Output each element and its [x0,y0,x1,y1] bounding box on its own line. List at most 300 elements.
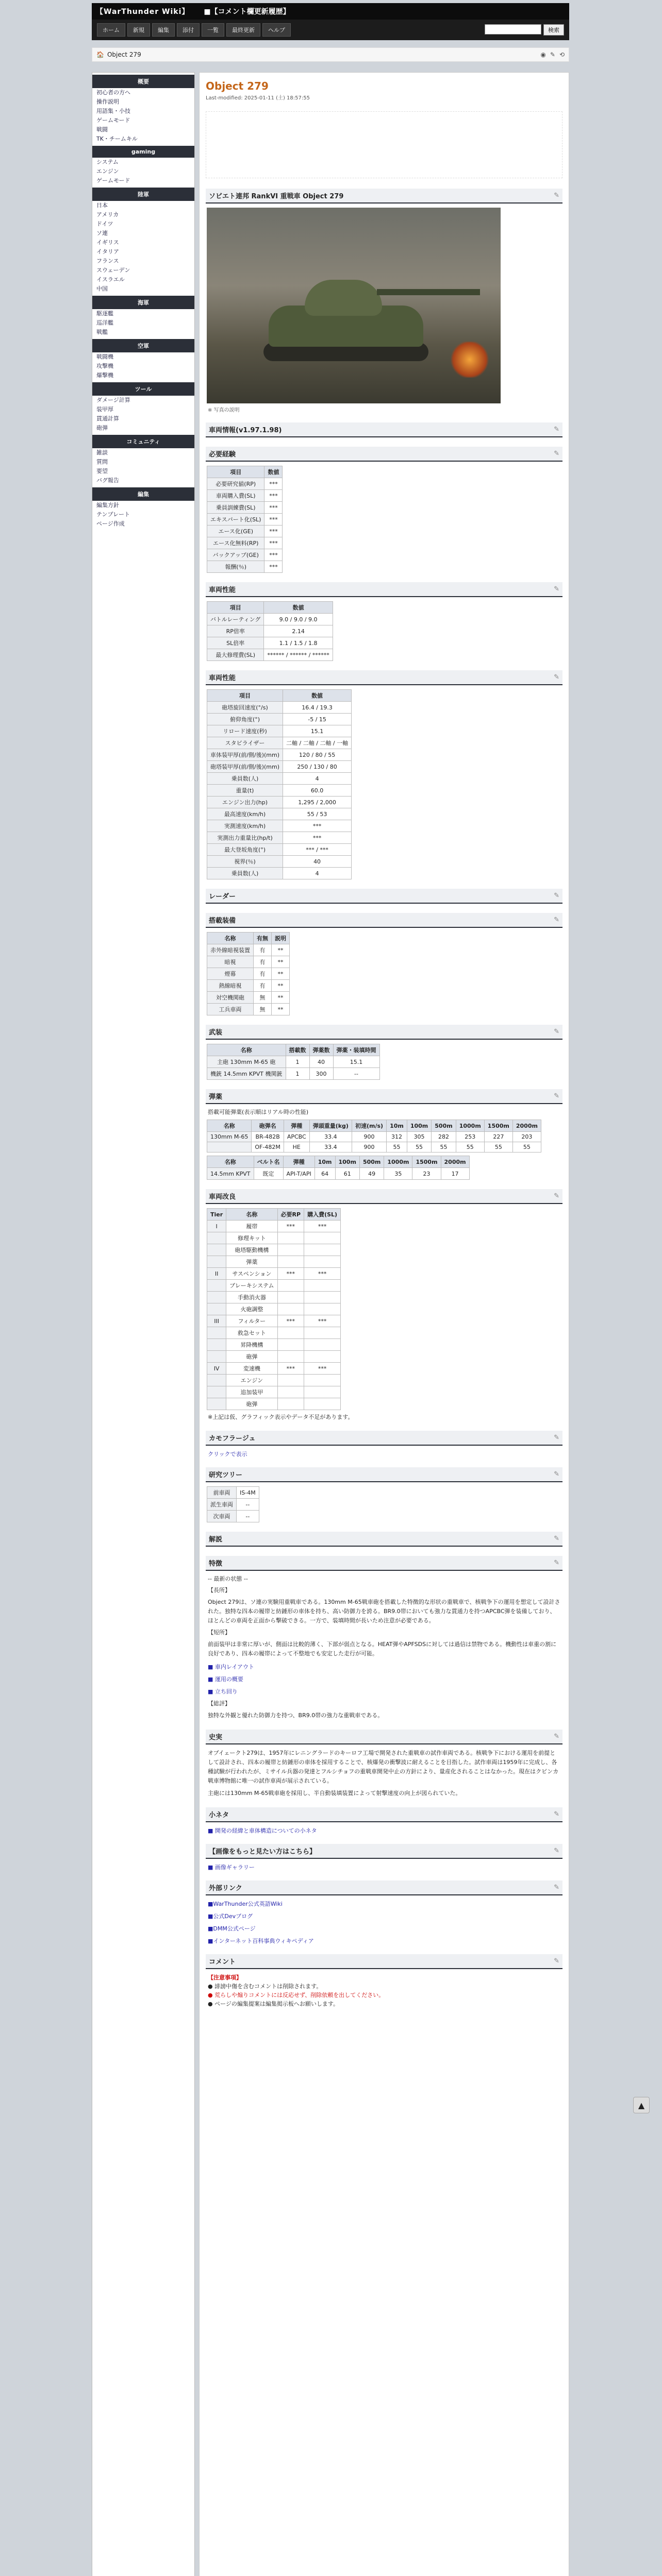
table-cell [207,1339,226,1351]
menu-item[interactable]: 雑談 [96,449,108,456]
table-cell: 15.1 [283,725,352,737]
table-header: 10m [387,1120,407,1132]
table-cell: 主砲 130mm M-65 砲 [207,1056,286,1068]
table-cell: 1 [286,1056,309,1068]
table-cell: 250 / 130 / 80 [283,761,352,773]
table-row [207,549,283,561]
table-cell: -- [237,1499,259,1511]
table-cell: エース化(GE) [207,526,264,537]
edit-icon[interactable]: ✎ [554,1092,559,1100]
menu-item[interactable]: ゲームモード [96,117,130,124]
site-header [92,3,569,20]
table-row [207,561,283,573]
menu-item[interactable]: 初心者の方へ [96,89,130,96]
menu-item[interactable]: テンプレート [96,511,130,518]
menu-heading: 陸軍 [92,188,194,201]
table-cell: *** [304,1363,341,1375]
menu-item[interactable]: アメリカ [96,211,119,218]
ad-area [206,111,562,178]
menu-item[interactable]: 要望 [96,468,108,474]
table-cell: 23 [412,1168,441,1180]
table-header: 100m [335,1156,359,1168]
table-header: 弾頭重量(kg) [309,1120,352,1132]
table-row [207,844,352,856]
menu-item[interactable]: 駆逐艦 [96,310,113,317]
table-cell: 40 [283,856,352,868]
table-cell: 1 [286,1068,309,1080]
table-header: ベルト名 [254,1156,283,1168]
table-header: 購入費(SL) [304,1209,341,1221]
table-belt [207,1156,470,1180]
breadcrumb [92,47,569,62]
comment-notice [208,1973,560,2008]
table-cell: 253 [456,1132,484,1142]
link-dmm[interactable]: ■DMM公式ページ [208,1925,256,1932]
table-row [207,944,290,956]
edit-icon[interactable]: ✎ [554,1559,559,1567]
table-cell: 俯仰角度(°) [207,714,283,725]
table-cell [304,1386,341,1398]
toggle-tactics[interactable]: ■ 立ち回り [208,1688,238,1695]
table-header: 1000m [456,1120,484,1132]
table-cell: 火砲調整 [226,1303,277,1315]
table-row [207,1068,380,1080]
table-cell: 工兵車両 [207,1004,254,1015]
table-cell: 煙幕 [207,968,254,980]
table-cell: 有 [254,968,272,980]
edit-icon[interactable]: ✎ [550,51,555,58]
table-cell: ** [272,1004,290,1015]
table-cell: ** [272,992,290,1004]
menu-item[interactable]: 巡洋艦 [96,319,113,326]
table-cell: 900 [352,1142,386,1153]
table-cell: 203 [512,1132,541,1142]
camo-toggle[interactable]: クリックで表示 [208,1451,247,1458]
table-cell: 55 [484,1142,512,1153]
table-cell: ブレーキシステム [226,1280,277,1292]
table-row [207,1221,341,1232]
table-cell: ** [272,968,290,980]
scroll-top-icon[interactable]: ▲ [633,2097,650,2113]
table-cell: 重量(t) [207,785,283,796]
table-cell: *** / *** [283,844,352,856]
edit-icon[interactable]: ✎ [554,1434,559,1442]
table-header: 説明 [272,933,290,944]
table-cell: 120 / 80 / 55 [283,749,352,761]
menu-item[interactable]: 装甲厚 [96,406,113,413]
table-row [207,956,290,968]
menu-item[interactable]: イギリス [96,239,119,246]
nav-help[interactable]: ヘルプ [262,23,291,37]
table-row [207,1386,341,1398]
table-cell: 305 [407,1132,431,1142]
table-cell: 弾薬 [226,1256,277,1268]
table-cell: 312 [387,1132,407,1142]
table-cell: 既定 [254,1168,283,1180]
table-cell: 15.1 [333,1056,379,1068]
table-cell: 変速機 [226,1363,277,1375]
table-header: 有無 [254,933,272,944]
menu-item[interactable]: 攻撃機 [96,363,113,369]
table-header: 名称 [226,1209,277,1221]
link-dev[interactable]: ■公式Devブログ [208,1913,253,1920]
menu-item[interactable]: ドイツ [96,221,113,227]
table-cell: -- [237,1511,259,1522]
table-cell: -5 / 15 [283,714,352,725]
table-cell: 視界(％) [207,856,283,868]
page-title: Object 279 [206,80,269,92]
table-cell: OF-482M [252,1142,284,1153]
table-cell: ****** / ****** / ****** [264,649,333,661]
table-cell: 修理キット [226,1232,277,1244]
table-cell: -- [333,1068,379,1080]
table-cell: フィルター [226,1315,277,1327]
edit-icon[interactable]: ✎ [554,1470,559,1478]
table-cell: 55 [432,1142,456,1153]
table-cell [304,1244,341,1256]
table-cell: バックアップ(GE) [207,549,264,561]
table-cell: API-T/API [283,1168,315,1180]
menu-item[interactable]: 中国 [96,285,108,292]
table-cell: 砲塔旋回速度(°/s) [207,702,283,714]
table-cell: エンジン出力(hp) [207,796,283,808]
site-subtitle[interactable]: ■【コメント欄更新履歴】 [204,8,290,16]
table-cell: スタビライザー [207,737,283,749]
site-logo[interactable]: 【WarThunder Wiki】 [96,8,190,16]
edit-icon[interactable]: ✎ [554,916,559,924]
table-cell: 機銃 14.5mm KPVT 機関銃 [207,1068,286,1080]
table-cell [277,1386,304,1398]
upgrade-note: ※上記は仮、グラフィック表示やデータ不足があります。 [208,1414,354,1420]
menu-heading: コミュニティ [92,435,194,448]
menu-item[interactable]: ページ作成 [96,520,125,527]
table-row [207,702,352,714]
table-cell: 40 [309,1056,333,1068]
table-cell: 砲弾 [226,1398,277,1410]
table-row [207,749,352,761]
table-header: 搭載数 [286,1044,309,1056]
table-row [207,537,283,549]
history-text: オブイェークト279は、1957年にレニングラードのキーロフ工場で開発された重戦車の試作車両である。核戦争下における運用を前提として設計され、四本の履帯と紡錘形の車体を採用することで、核爆発の衝撃波に耐えることを目指した。試作車両は1959年に完成し、各種試験が行われたが、ミサイル兵器の発達とフルシチョフの重戦車開発中止の方針により、量産化されることはなかった。現在はクビンカ戦車博物館に唯一の試作車両が展示されている。 [208,1750,559,1784]
table-header: 1500m [484,1120,512,1132]
table-cell [304,1256,341,1268]
table-cell: 報酬(％) [207,561,264,573]
table-cell: 64 [315,1168,335,1180]
menu-item[interactable]: 戦艦 [96,329,108,335]
table-header: 必要RP [277,1209,304,1221]
table-cell [277,1303,304,1315]
menu-item[interactable]: 戦闘 [96,126,108,133]
table-cell: 車両購入費(SL) [207,490,264,502]
edit-icon[interactable]: ✎ [554,426,559,433]
edit-icon[interactable]: ✎ [554,1028,559,1036]
table-cell: 昇降機構 [226,1339,277,1351]
link-wikipedia[interactable]: ■インターネット百科事典ウィキペディア [208,1938,314,1944]
menu-item[interactable]: 日本 [96,202,108,209]
table-header: 項目 [207,690,283,702]
table-cell: 最高速度(km/h) [207,808,283,820]
table-header: 項目 [207,602,264,614]
edit-icon[interactable]: ✎ [554,1884,559,1891]
section-performance: 車両性能 ✎ [206,582,562,597]
nav-bar [92,20,569,40]
menu-item[interactable]: スウェーデン [96,267,130,274]
table-cell [277,1339,304,1351]
table-header: 弾薬・装填時間 [333,1044,379,1056]
table-header: 10m [315,1156,335,1168]
table-row [207,514,283,526]
edit-icon[interactable]: ✎ [554,1847,559,1855]
table-cell: *** [264,549,283,561]
table-cell [304,1303,341,1315]
table-header: 初速(m/s) [352,1120,386,1132]
table-cell: 乗員訓練費(SL) [207,502,264,514]
table-cell: 55 / 53 [283,808,352,820]
table-cell [277,1351,304,1363]
edit-icon[interactable]: ✎ [554,1192,559,1200]
table-cell: *** [264,490,283,502]
table-cell: IS-4M [237,1487,259,1499]
edit-icon[interactable]: ✎ [554,1535,559,1543]
table-cell: *** [304,1221,341,1232]
table-cell: 前車両 [207,1487,237,1499]
menu-item[interactable]: エンジン [96,168,119,175]
table-cell: 必要研究値(RP) [207,478,264,490]
table-equipment [207,932,290,1015]
table-cell: 有 [254,980,272,992]
section-trivia: 小ネタ ✎ [206,1807,562,1822]
table-cell: 有 [254,956,272,968]
nav-home[interactable]: ホーム [97,23,125,37]
menu-item[interactable]: 編集方針 [96,502,119,509]
table-header: 名称 [207,933,254,944]
table-header: 名称 [207,1120,252,1132]
table-header: 弾種 [284,1120,309,1132]
history-text2: 主砲には130mm M-65戦車砲を採用し、半自動装填装置によって射撃速度の向上が図られていた。 [208,1790,461,1797]
section-upgrades: 車両改良 ✎ [206,1189,562,1204]
table-cell: 二軸 / 二軸 / 二軸 / 一軸 [283,737,352,749]
table-cell [277,1327,304,1339]
table-cell [277,1292,304,1303]
table-cell: *** [277,1268,304,1280]
table-cell: *** [283,820,352,832]
menu-item[interactable]: フランス [96,258,119,264]
table-header: 1500m [412,1156,441,1168]
table-cell: 乗員数(人) [207,773,283,785]
menu-item[interactable]: 戦闘機 [96,353,113,360]
edit-icon[interactable]: ✎ [554,192,559,199]
table-cell [277,1256,304,1268]
table-cell: 砲弾 [226,1351,277,1363]
table-cell: エンジン [226,1375,277,1386]
toggle-usage[interactable]: ■ 運用の概要 [208,1676,243,1683]
table-row [207,1351,341,1363]
table-cell: SL倍率 [207,637,264,649]
table-cell: 履帯 [226,1221,277,1232]
edit-icon[interactable]: ✎ [554,450,559,457]
table-cell: サスペンション [226,1268,277,1280]
table-cell: *** [264,502,283,514]
table-cell: 暗視 [207,956,254,968]
home-icon[interactable]: 🏠 [96,51,104,58]
section-explain: 解説 ✎ [206,1532,562,1547]
menu-item[interactable]: TK・チームキル [96,135,138,142]
table-cell [304,1232,341,1244]
edit-icon[interactable]: ✎ [554,585,559,593]
table-cell: ** [272,944,290,956]
comment-line: ● 誹謗中傷を含むコメントは削除されます。 [208,1983,322,1990]
table-cell: エキスパート化(SL) [207,514,264,526]
menu-item[interactable]: 貫通計算 [96,415,119,422]
history-icon[interactable]: ⟲ [559,51,565,58]
table-row [207,649,333,661]
table-cell: 35 [384,1168,412,1180]
breadcrumb-page[interactable]: Object 279 [107,51,141,58]
table-cell [277,1232,304,1244]
comment-line: ● 荒らしや煽りコメントには反応せず、削除依頼を出してください。 [208,1992,385,1998]
table-row [207,832,352,844]
edit-icon[interactable]: ✎ [554,892,559,900]
nav-attach[interactable]: 添付 [177,23,200,37]
table-row [207,1004,290,1015]
table-row [207,992,290,1004]
edit-icon[interactable]: ✎ [554,1810,559,1818]
table-row [207,614,333,625]
table-cell: 227 [484,1132,512,1142]
table-cell: リロード速度(秒) [207,725,283,737]
tank-image [207,208,501,403]
table-cell: *** [264,537,283,549]
section-weapons: 武装 ✎ [206,1025,562,1040]
toggle-trivia[interactable]: ■ 開発の経緯と車体構造についての小ネタ [208,1827,317,1834]
table-upgrades [207,1208,341,1410]
table-cell: 派生車両 [207,1499,237,1511]
edit-icon[interactable]: ✎ [554,673,559,681]
table-row [207,1303,341,1315]
menu-item[interactable]: 用語集・小技 [96,108,130,114]
table-header: 1000m [384,1156,412,1168]
edit-icon[interactable]: ✎ [554,1733,559,1740]
toggle-images[interactable]: ■ 画像ギャラリー [208,1864,255,1871]
nav-recent[interactable]: 最終更新 [226,23,260,37]
toggle-layout[interactable]: ■ 車内レイアウト [208,1664,255,1670]
table-row [207,796,352,808]
comment-line: ● ページの編集提案は編集掲示板へお願いします。 [208,2001,339,2007]
table-cell: 2.14 [264,625,333,637]
table-row [207,856,352,868]
table-cell [207,1256,226,1268]
comment-title: 【注意事項】 [208,1974,242,1981]
table-header: 項目 [207,466,264,478]
table-cell: *** [277,1315,304,1327]
section-gallery: ソビエト連邦 RankVI 重戦車 Object 279 ✎ [206,189,562,204]
table-cell: 車体装甲厚(前/側/後)(mm) [207,749,283,761]
menu-item[interactable]: 爆撃機 [96,372,113,379]
table-cell [207,1232,226,1244]
table-cell: *** [304,1268,341,1280]
table-row [207,1511,259,1522]
features-head: 【長所】 [208,1587,230,1594]
search-input[interactable] [485,24,541,35]
menu-item[interactable]: システム [96,159,119,165]
table-cell: 1,295 / 2,000 [283,796,352,808]
table-cell: 61 [335,1168,359,1180]
table-row [207,714,352,725]
table-cell: 砲塔駆動機構 [226,1244,277,1256]
table-cell: BR-482B [252,1132,284,1142]
table-cell: バトルレーティング [207,614,264,625]
nav-new[interactable]: 新規 [127,23,150,37]
table-cell: 無 [254,992,272,1004]
menu-heading: 海軍 [92,296,194,309]
table-row [207,773,352,785]
table-cell [207,1292,226,1303]
search-button[interactable]: 検索 [543,24,564,36]
menu-item[interactable]: 操作説明 [96,98,119,105]
table-cell: *** [264,526,283,537]
nav-edit[interactable]: 編集 [152,23,175,37]
table-row [207,980,290,992]
section-perf: 必要経験 ✎ [206,447,562,462]
edit-icon[interactable]: ✎ [554,1957,559,1965]
table-row [207,1375,341,1386]
menu-item[interactable]: ダメージ計算 [96,397,130,403]
rss-icon[interactable]: ◉ [540,51,546,58]
table-header: 砲弾名 [252,1120,284,1132]
table-cell: 有 [254,944,272,956]
table-cell [207,1142,252,1153]
menu-item[interactable]: 砲弾 [96,425,108,431]
menu-item[interactable]: ゲームモード [96,177,130,184]
image-caption: ※ 写真の説明 [208,408,240,413]
table-cell: *** [277,1221,304,1232]
table-header: 弾薬数 [309,1044,333,1056]
table-header: 2000m [441,1156,469,1168]
menu-item[interactable]: イスラエル [96,276,125,283]
table-cell: APCBC [284,1132,309,1142]
table-cell: 60.0 [283,785,352,796]
menu-item[interactable]: ソ連 [96,230,108,236]
table-performance [207,689,352,879]
table-br [207,601,333,661]
table-cell: 赤外線暗視装置 [207,944,254,956]
nav-list[interactable]: 一覧 [202,23,224,37]
table-cell [304,1292,341,1303]
table-cell: *** [264,478,283,490]
table-cell [207,1327,226,1339]
table-cell [304,1339,341,1351]
table-cell: 9.0 / 9.0 / 9.0 [264,614,333,625]
menu-heading: 概要 [92,75,194,88]
features-sub: -- 最新の状態 -- [208,1575,248,1582]
table-row [207,1327,341,1339]
table-row [207,1232,341,1244]
link-wiki[interactable]: ■WarThunder公式英語Wiki [208,1901,283,1907]
table-cell: 55 [456,1142,484,1153]
table-row [207,808,352,820]
menu-item[interactable]: 質問 [96,459,108,465]
menu-heading: ツール [92,382,194,396]
table-header: 数値 [283,690,352,702]
menu-item[interactable]: バグ報告 [96,477,119,484]
last-modified: Last-modified: 2025-01-11 (土) 18:57:55 [206,95,310,101]
section-camo: カモフラージュ ✎ [206,1431,562,1446]
table-cell: *** [283,832,352,844]
table-cell [304,1398,341,1410]
table-cell: 砲塔装甲厚(前/側/後)(mm) [207,761,283,773]
table-weapons [207,1044,380,1080]
menu-item[interactable]: イタリア [96,248,119,255]
